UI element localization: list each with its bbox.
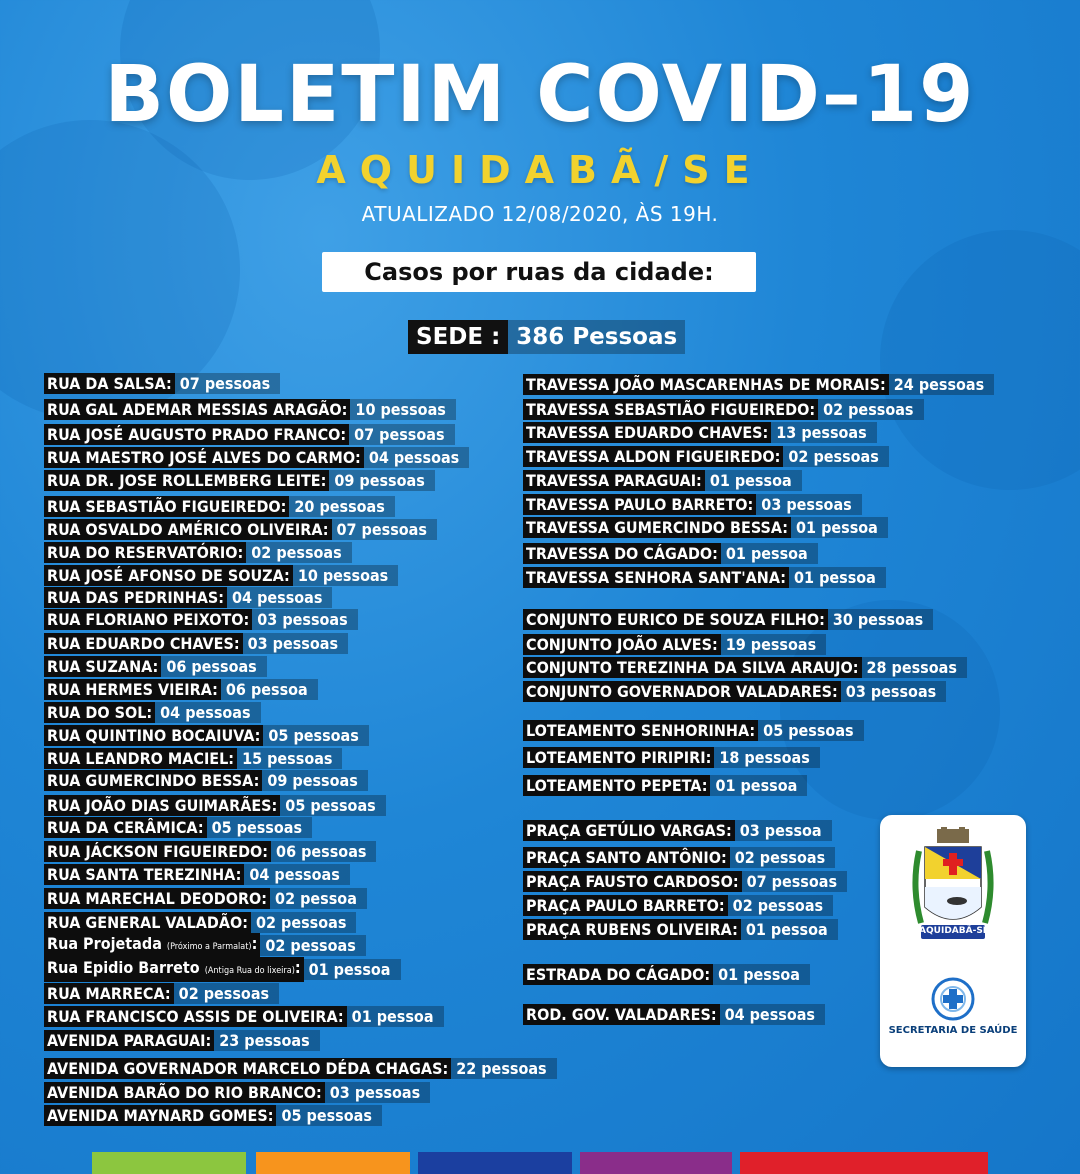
case-count: 01 pessoa	[710, 775, 807, 796]
street-name-text: CONJUNTO EURICO DE SOUZA FILHO:	[526, 610, 825, 629]
case-count: 03 pessoas	[325, 1082, 430, 1103]
list-item	[523, 747, 820, 768]
list-item	[523, 871, 847, 892]
street-name-text: ESTRADA DO CÁGADO:	[526, 965, 711, 984]
secretaria-label: SECRETARIA DE SAÚDE	[888, 1025, 1018, 1036]
case-count: 01 pessoa	[741, 919, 838, 940]
case-count: 04 pessoas	[244, 864, 349, 885]
street-name	[523, 422, 771, 443]
case-count: 01 pessoa	[347, 1006, 444, 1027]
case-count: 02 pessoas	[174, 983, 279, 1004]
case-count: 02 pessoas	[728, 895, 833, 916]
case-count: 02 pessoas	[783, 446, 888, 467]
street-name	[44, 496, 289, 517]
case-count: 18 pessoas	[714, 747, 819, 768]
list-item	[44, 587, 332, 608]
street-name	[44, 565, 293, 586]
street-colon: :	[294, 958, 301, 977]
case-count: 07 pessoas	[175, 373, 280, 394]
street-name-text: TRAVESSA JOÃO MASCARENHAS DE MORAIS:	[526, 375, 886, 394]
logo-card	[880, 815, 1026, 1067]
street-name-text: RUA DAS PEDRINHAS:	[47, 588, 225, 607]
list-item	[44, 679, 318, 700]
street-name	[523, 895, 728, 916]
case-count: 06 pessoas	[271, 841, 376, 862]
street-name	[523, 634, 721, 655]
street-name	[44, 795, 280, 816]
street-name-text: RUA JOSÉ AUGUSTO PRADO FRANCO:	[47, 425, 347, 444]
case-count: 03 pessoas	[243, 633, 348, 654]
footer-bar-green	[92, 1152, 246, 1174]
street-name-text: RUA SUZANA:	[47, 657, 159, 676]
list-item	[523, 399, 924, 420]
page-subtitle: AQUIDABÃ/SE	[316, 148, 764, 192]
street-name-text: RUA EDUARDO CHAVES:	[47, 634, 240, 653]
street-name-text: LOTEAMENTO PIRIPIRI:	[526, 748, 712, 767]
street-name-text: TRAVESSA PAULO BARRETO:	[526, 495, 754, 514]
footer-bar-orange	[256, 1152, 410, 1174]
case-count: 05 pessoas	[758, 720, 863, 741]
street-name	[523, 775, 710, 796]
case-count: 10 pessoas	[293, 565, 398, 586]
list-item	[44, 888, 367, 909]
street-name	[523, 517, 791, 538]
case-count: 19 pessoas	[721, 634, 826, 655]
street-name	[44, 373, 175, 394]
list-item	[44, 770, 368, 791]
list-item	[523, 1004, 825, 1025]
street-name-text: TRAVESSA DO CÁGADO:	[526, 544, 718, 563]
list-item	[44, 447, 469, 468]
street-name	[44, 542, 246, 563]
street-name-text: AVENIDA PARAGUAI:	[47, 1031, 212, 1050]
street-colon: :	[251, 934, 258, 953]
street-name-text: Rua Projetada	[47, 934, 162, 953]
case-count: 01 pessoa	[304, 959, 401, 980]
street-note: (Antiga Rua do lixeira)	[204, 966, 295, 976]
street-name-text: RUA GAL ADEMAR MESSIAS ARAGÃO:	[47, 400, 348, 419]
footer-bar-blue	[418, 1152, 572, 1174]
street-name-text: RUA HERMES VIEIRA:	[47, 680, 218, 699]
street-name-text: ROD. GOV. VALADARES:	[526, 1005, 717, 1024]
street-name	[523, 847, 730, 868]
street-name	[44, 957, 304, 982]
list-item	[523, 681, 946, 702]
list-item	[44, 1082, 430, 1103]
case-count: 02 pessoas	[730, 847, 835, 868]
street-name-text: RUA DR. JOSE ROLLEMBERG LEITE:	[47, 471, 327, 490]
street-name-text: RUA DA SALSA:	[47, 374, 172, 393]
list-item	[44, 496, 395, 517]
street-name	[523, 543, 721, 564]
street-name-text: Rua Epidio Barreto	[47, 958, 200, 977]
street-name	[44, 519, 332, 540]
street-name-text: PRAÇA SANTO ANTÔNIO:	[526, 848, 727, 867]
street-name-text: RUA JOÃO DIAS GUIMARÃES:	[47, 796, 278, 815]
street-name	[44, 983, 174, 1004]
street-note: (Próximo a Parmalat)	[166, 942, 252, 952]
street-name-text: RUA DO SOL:	[47, 703, 153, 722]
list-item	[44, 817, 312, 838]
list-item	[523, 422, 877, 443]
case-count: 23 pessoas	[214, 1030, 319, 1051]
street-name	[523, 399, 818, 420]
case-count: 20 pessoas	[289, 496, 394, 517]
footer-bar-red	[740, 1152, 988, 1174]
list-item	[44, 1058, 557, 1079]
street-name	[44, 399, 350, 420]
street-name	[523, 747, 714, 768]
street-name-text: AVENIDA GOVERNADOR MARCELO DÉDA CHAGAS:	[47, 1059, 449, 1078]
street-name	[44, 748, 237, 769]
list-item	[44, 1105, 382, 1126]
street-name	[523, 1004, 720, 1025]
list-item	[523, 820, 832, 841]
case-count: 06 pessoas	[161, 656, 266, 677]
list-item	[44, 795, 386, 816]
street-name	[44, 679, 221, 700]
street-name-text: RUA MARECHAL DEODORO:	[47, 889, 268, 908]
street-name	[523, 657, 862, 678]
case-count: 02 pessoas	[251, 912, 356, 933]
street-name-text: RUA FRANCISCO ASSIS DE OLIVEIRA:	[47, 1007, 344, 1026]
case-count: 07 pessoas	[349, 424, 454, 445]
case-count: 01 pessoa	[791, 517, 888, 538]
case-count: 04 pessoas	[720, 1004, 825, 1025]
street-name-text: RUA SANTA TEREZINHA:	[47, 865, 242, 884]
street-name	[44, 1082, 325, 1103]
list-item	[44, 609, 358, 630]
list-item	[523, 720, 864, 741]
health-secretariat-seal-icon	[925, 977, 981, 1023]
street-name	[44, 841, 271, 862]
street-name-text: RUA JÁCKSON FIGUEIREDO:	[47, 842, 269, 861]
street-name	[523, 374, 889, 395]
street-name	[44, 725, 263, 746]
crest-label: AQUIDABÃ-SE	[919, 926, 989, 936]
street-name-text: RUA GENERAL VALADÃO:	[47, 913, 248, 932]
case-count: 07 pessoas	[332, 519, 437, 540]
sede-label: SEDE :	[408, 320, 508, 354]
street-name	[44, 656, 161, 677]
street-name	[44, 1006, 347, 1027]
list-item	[523, 919, 838, 940]
street-name	[523, 871, 742, 892]
street-name-text: PRAÇA GETÚLIO VARGAS:	[526, 821, 732, 840]
street-name	[44, 424, 349, 445]
street-name	[44, 1058, 451, 1079]
list-item	[523, 775, 807, 796]
case-count: 13 pessoas	[771, 422, 876, 443]
municipal-crest-icon	[907, 827, 999, 957]
list-item	[44, 565, 398, 586]
list-item	[523, 517, 888, 538]
case-count: 04 pessoas	[227, 587, 332, 608]
street-name	[44, 912, 251, 933]
list-item	[523, 609, 933, 630]
street-name-text: RUA FLORIANO PEIXOTO:	[47, 610, 250, 629]
case-count: 09 pessoas	[262, 770, 367, 791]
street-name	[523, 567, 789, 588]
street-name	[44, 770, 262, 791]
case-count: 22 pessoas	[451, 1058, 556, 1079]
list-item	[44, 983, 279, 1004]
street-name	[44, 609, 252, 630]
list-item	[523, 847, 835, 868]
street-name-text: TRAVESSA PARAGUAI:	[526, 471, 702, 490]
street-name-text: RUA MARRECA:	[47, 984, 171, 1003]
street-name-text: RUA JOSÉ AFONSO DE SOUZA:	[47, 566, 290, 585]
case-count: 01 pessoa	[789, 567, 886, 588]
page-title: BOLETIM COVID–19	[104, 50, 976, 140]
case-count: 03 pessoas	[756, 494, 861, 515]
virus-background-shape	[880, 230, 1080, 490]
street-name-text: TRAVESSA SEBASTIÃO FIGUEIREDO:	[526, 400, 816, 419]
list-item	[44, 1030, 320, 1051]
list-item	[44, 519, 437, 540]
list-item	[523, 543, 818, 564]
street-name	[44, 933, 260, 958]
street-name-text: RUA DO RESERVATÓRIO:	[47, 543, 244, 562]
list-item	[44, 864, 350, 885]
street-name	[523, 494, 756, 515]
street-name	[523, 446, 783, 467]
street-name-text: RUA OSVALDO AMÉRICO OLIVEIRA:	[47, 520, 329, 539]
street-name-text: PRAÇA RUBENS OLIVEIRA:	[526, 920, 738, 939]
street-name-text: RUA GUMERCINDO BESSA:	[47, 771, 260, 790]
list-item	[523, 895, 833, 916]
case-count: 24 pessoas	[889, 374, 994, 395]
list-item	[44, 656, 267, 677]
list-item	[44, 748, 342, 769]
case-count: 02 pessoas	[246, 542, 351, 563]
list-item	[44, 935, 366, 956]
list-item	[523, 446, 889, 467]
footer-bar-purple	[580, 1152, 732, 1174]
street-name	[523, 609, 828, 630]
list-item	[44, 633, 348, 654]
street-name-text: LOTEAMENTO PEPETA:	[526, 776, 708, 795]
sede-value: 386 Pessoas	[508, 320, 685, 354]
street-name	[44, 864, 244, 885]
street-name	[44, 888, 270, 909]
case-count: 03 pessoas	[841, 681, 946, 702]
list-item	[523, 494, 862, 515]
street-name-text: TRAVESSA GUMERCINDO BESSA:	[526, 518, 789, 537]
street-name	[44, 702, 155, 723]
street-name	[44, 1105, 276, 1126]
case-count: 01 pessoa	[721, 543, 818, 564]
street-name-text: CONJUNTO TEREZINHA DA SILVA ARAUJO:	[526, 658, 859, 677]
list-item	[44, 1006, 444, 1027]
street-name	[523, 470, 705, 491]
street-name-text: AVENIDA MAYNARD GOMES:	[47, 1106, 274, 1125]
street-name	[44, 470, 329, 491]
case-count: 02 pessoa	[270, 888, 367, 909]
case-count: 06 pessoa	[221, 679, 318, 700]
list-item	[44, 702, 261, 723]
case-count: 01 pessoa	[705, 470, 802, 491]
case-count: 10 pessoas	[350, 399, 455, 420]
case-count: 28 pessoas	[862, 657, 967, 678]
street-name-text: LOTEAMENTO SENHORINHA:	[526, 721, 756, 740]
case-count: 02 pessoas	[260, 935, 365, 956]
case-count: 05 pessoas	[276, 1105, 381, 1126]
street-name-text: PRAÇA PAULO BARRETO:	[526, 896, 725, 915]
street-name	[523, 681, 841, 702]
list-item	[44, 912, 356, 933]
street-name-text: PRAÇA FAUSTO CARDOSO:	[526, 872, 739, 891]
sede-total	[408, 320, 685, 354]
section-title: Casos por ruas da cidade:	[322, 252, 756, 292]
case-count: 01 pessoa	[713, 964, 810, 985]
list-item	[44, 373, 280, 394]
list-item	[44, 424, 455, 445]
list-item	[44, 725, 369, 746]
street-name-text: CONJUNTO JOÃO ALVES:	[526, 635, 718, 654]
street-name	[523, 919, 741, 940]
case-count: 05 pessoas	[280, 795, 385, 816]
list-item	[523, 964, 810, 985]
street-name	[523, 964, 713, 985]
street-name-text: RUA QUINTINO BOCAIUVA:	[47, 726, 261, 745]
street-name	[44, 633, 243, 654]
street-name	[44, 587, 227, 608]
street-name-text: RUA LEANDRO MACIEL:	[47, 749, 235, 768]
street-name-text: AVENIDA BARÃO DO RIO BRANCO:	[47, 1083, 322, 1102]
case-count: 09 pessoas	[329, 470, 434, 491]
list-item	[44, 841, 376, 862]
case-count: 04 pessoas	[155, 702, 260, 723]
list-item	[44, 542, 352, 563]
street-name	[44, 817, 207, 838]
list-item	[523, 470, 802, 491]
list-item	[44, 399, 456, 420]
case-count: 30 pessoas	[828, 609, 933, 630]
street-name-text: TRAVESSA SENHORA SANT'ANA:	[526, 568, 787, 587]
street-name-text: TRAVESSA EDUARDO CHAVES:	[526, 423, 769, 442]
street-name-text: TRAVESSA ALDON FIGUEIREDO:	[526, 447, 781, 466]
street-name	[523, 720, 758, 741]
street-name	[44, 447, 364, 468]
street-name	[44, 1030, 214, 1051]
street-name-text: CONJUNTO GOVERNADOR VALADARES:	[526, 682, 838, 701]
case-count: 04 pessoas	[364, 447, 469, 468]
case-count: 05 pessoas	[263, 725, 368, 746]
case-count: 07 pessoas	[742, 871, 847, 892]
street-name	[523, 820, 735, 841]
case-count: 03 pessoas	[252, 609, 357, 630]
case-count: 03 pessoa	[735, 820, 832, 841]
street-name-text: RUA DA CERÂMICA:	[47, 818, 204, 837]
list-item	[523, 567, 886, 588]
list-item	[44, 959, 401, 980]
case-count: 05 pessoas	[207, 817, 312, 838]
virus-background-shape	[780, 600, 1000, 820]
list-item	[523, 657, 967, 678]
list-item	[523, 634, 826, 655]
list-item	[523, 374, 994, 395]
list-item	[44, 470, 435, 491]
case-count: 15 pessoas	[237, 748, 342, 769]
street-name-text: RUA MAESTRO JOSÉ ALVES DO CARMO:	[47, 448, 361, 467]
case-count: 02 pessoas	[818, 399, 923, 420]
street-name-text: RUA SEBASTIÃO FIGUEIREDO:	[47, 497, 287, 516]
update-timestamp: ATUALIZADO 12/08/2020, ÀS 19H.	[361, 202, 719, 226]
